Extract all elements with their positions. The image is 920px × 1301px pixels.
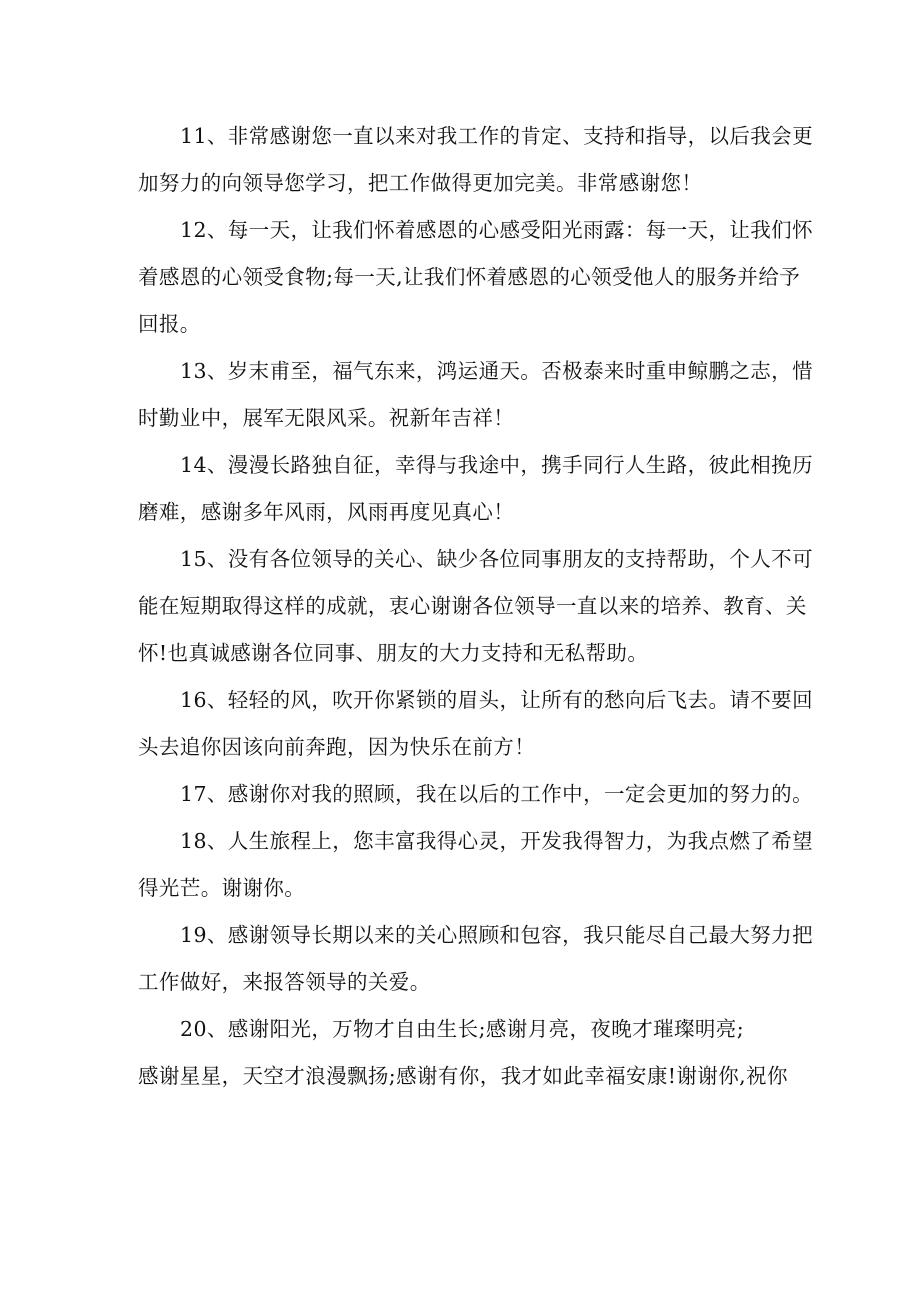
paragraph-line: 感谢星星，天空才浪漫飘扬;感谢有你，我才如此幸福安康!谢谢你,祝你 (138, 1064, 788, 1088)
paragraph-line: 怀!也真诚感谢各位同事、朋友的大力支持和无私帮助。 (138, 641, 649, 665)
paragraph-line: 磨难，感谢多年风雨，风雨再度见真心！ (138, 500, 515, 524)
paragraph-14 (138, 442, 813, 536)
paragraph-line: 15、没有各位领导的关心、缺少各位同事朋友的支持帮助，个人不可 (180, 547, 813, 571)
paragraph-line: 11、非常感谢您一直以来对我工作的肯定、支持和指导，以后我会更 (180, 124, 813, 148)
paragraph-line: 回报。 (138, 312, 201, 336)
paragraph-line: 时勤业中，展军无限风采。祝新年吉祥！ (138, 406, 515, 430)
paragraph-line: 16、轻轻的风，吹开你紧锁的眉头，让所有的愁向后飞去。请不要回 (180, 688, 813, 712)
paragraph-line: 着感恩的心领受食物;每一天,让我们怀着感恩的心领受他人的服务并给予 (138, 265, 801, 289)
paragraph-line: 14、漫漫长路独自征，幸得与我途中，携手同行人生路，彼此相挽历 (180, 453, 813, 477)
paragraph-line: 头去追你因该向前奔跑，因为快乐在前方！ (138, 735, 536, 759)
paragraph-18 (138, 818, 813, 912)
paragraph-line: 20、感谢阳光，万物才自由生长;感谢月亮，夜晚才璀璨明亮; (180, 1017, 744, 1041)
paragraph-16 (138, 677, 813, 771)
paragraph-20 (138, 1006, 798, 1100)
paragraph-line: 17、感谢你对我的照顾，我在以后的工作中，一定会更加的努力的。 (180, 782, 813, 806)
paragraph-line: 得光芒。谢谢你。 (138, 876, 306, 900)
paragraph-line: 13、岁末甫至，福气东来，鸿运通天。否极泰来时重申鲸鹏之志，惜 (180, 359, 813, 383)
paragraph-12 (138, 207, 813, 348)
paragraph-line: 18、人生旅程上，您丰富我得心灵，开发我得智力，为我点燃了希望 (180, 829, 813, 853)
paragraph-line: 12、每一天，让我们怀着感恩的心感受阳光雨露：每一天，让我们怀 (180, 218, 813, 242)
paragraph-13 (138, 348, 813, 442)
paragraph-19 (138, 912, 813, 1006)
document-body (138, 113, 813, 1100)
paragraph-line: 19、感谢领导长期以来的关心照顾和包容，我只能尽自己最大努力把 (180, 923, 813, 947)
paragraph-line: 加努力的向领导您学习，把工作做得更加完美。非常感谢您！ (138, 171, 703, 195)
paragraph-17 (138, 771, 813, 818)
paragraph-line: 能在短期取得这样的成就，衷心谢谢各位领导一直以来的培养、教育、关 (138, 594, 807, 618)
paragraph-line: 工作做好，来报答领导的关爱。 (138, 970, 431, 994)
paragraph-15 (138, 536, 813, 677)
paragraph-11 (138, 113, 813, 207)
